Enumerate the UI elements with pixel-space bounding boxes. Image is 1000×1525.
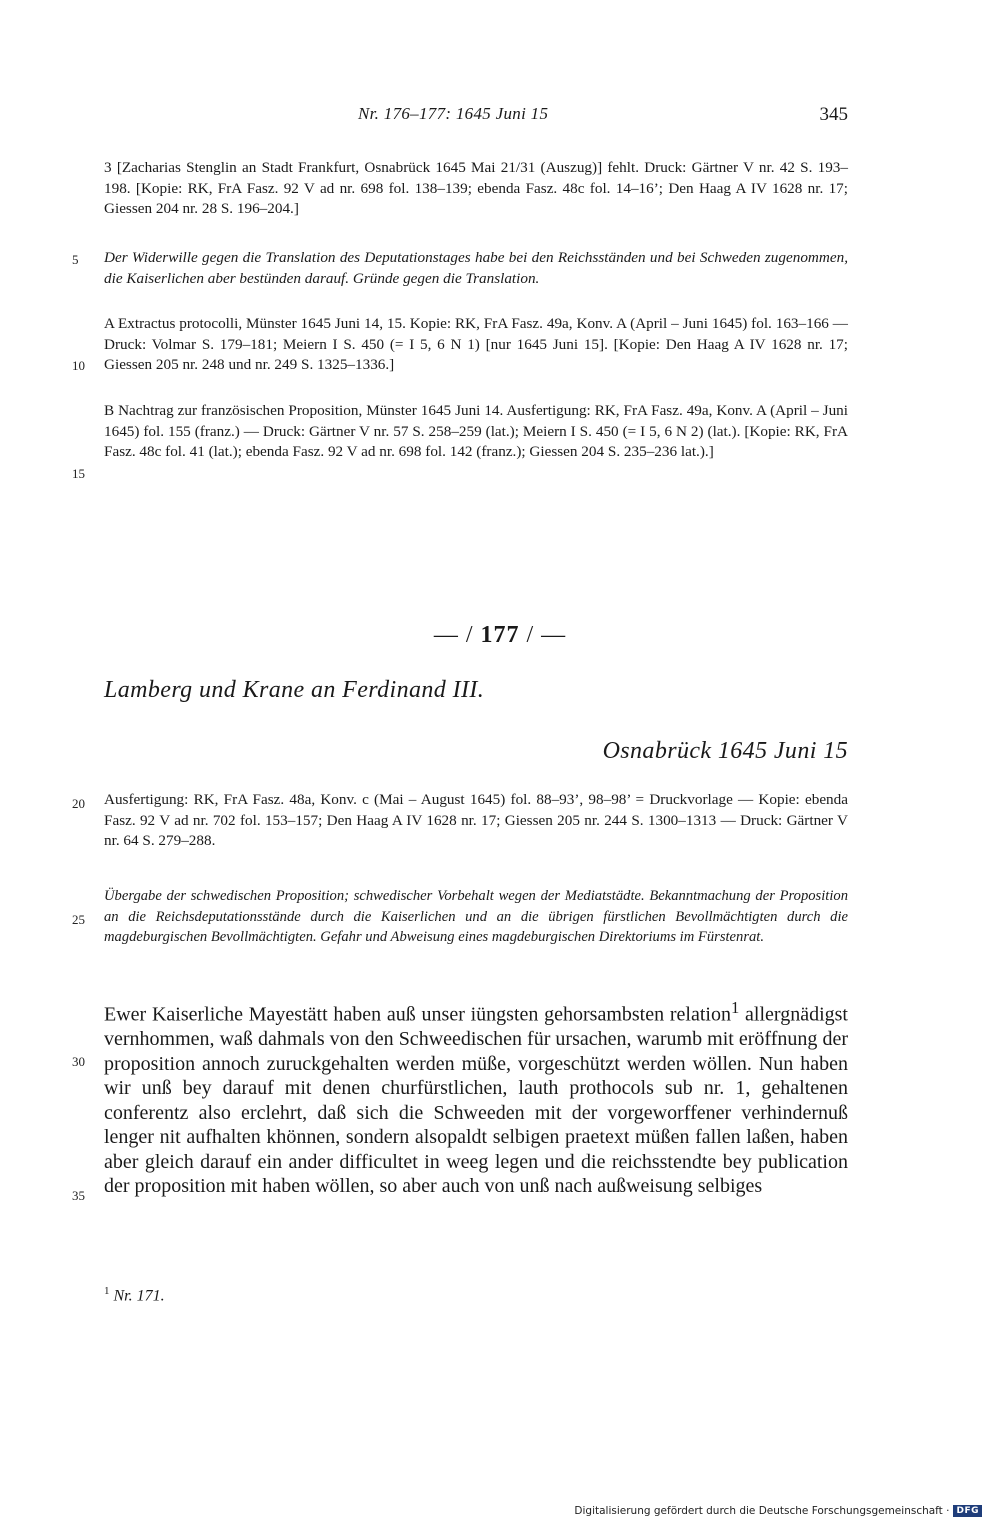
footnote-reference: 1 xyxy=(730,998,740,1017)
body-text-start: Ewer Kaiserliche Mayestätt haben auß unser iüngsten gehorsambsten relation xyxy=(104,1003,731,1026)
dfg-logo: DFG xyxy=(953,1505,982,1517)
footnote-marker: 1 xyxy=(104,1285,110,1297)
document-sources xyxy=(104,790,848,852)
document-place-date: Osnabrück 1645 Juni 15 xyxy=(602,738,848,764)
document-body xyxy=(104,996,848,1199)
body-text-continued: allergnädigst vernhommen, waß dahmals von den Schweedischen für ursachen, warumb mit eröffnung der proposition annoch zuruckgehalten werden müße, vorgeschützt werden wöllen. Nun haben wir unß bey darauf mit denen churfürstlichen, lauth prothocols sub nr. 1, gehaltenen conferentz also erclehrt, daß sich die Schweeden mit der vorgeworffener verhindernuß lenger nit aufhalten khönnen, sondern alsopaldt selbigen praetext müßen fallen laßen, haben aber gleich darauf ein ander difficultet in weeg legen und die reichsstendte bey publication der proposition mit haben wöllen, so aber auch von unß nach außweisung selbiges xyxy=(104,1003,848,1198)
line-number: 5 xyxy=(72,252,79,267)
attachment-a-text: A Extractus protocolli, Münster 1645 Juni 14, 15. Kopie: RK, FrA Fasz. 49a, Konv. A (April – Juni 1645) fol. 163–166 — Druck: Volmar S. 179–181; Meiern I S. 450 (= I 5, 6 N 1) [nur 1645 Juni 15]. [Kopie: Den Haag A IV 1628 nr. 17; Giessen 205 nr. 248 und nr. 249 S. 1325–1336.] xyxy=(104,315,848,374)
document-regest-text: Übergabe der schwedischen Proposition; schwedischer Vorbehalt wegen der Mediatstädte. Bekanntmachung der Proposition an die Reichsdeputationsstände durch die Kaiserlichen und an die übrigen fürstlichen Bevollmächtigten durch die magdeburgischen Bevollmächtigten. Gefahr und Abweisung eines magdeburgischen Direktoriums im Fürstenrat. xyxy=(104,888,848,945)
attachment-b xyxy=(104,401,848,463)
attachment-a xyxy=(104,314,848,376)
line-number: 30 xyxy=(72,1054,85,1069)
note-3-text: 3 [Zacharias Stenglin an Stadt Frankfurt, Osnabrück 1645 Mai 21/31 (Auszug)] fehlt. Druck: Gärtner V nr. 42 S. 193–198. [Kopie: RK, FrA Fasz. 92 V ad nr. 698 fol. 138–139; ebenda Fasz. 48c fol. 14–16’; Den Haag A IV 1628 nr. 17; Giessen 204 nr. 28 S. 196–204.] xyxy=(104,159,848,218)
document-sources-text: Ausfertigung: RK, FrA Fasz. 48a, Konv. c (Mai – August 1645) fol. 88–93’, 98–98’ = Druckvorlage — Kopie: ebenda Fasz. 92 V ad nr. 702 fol. 153–157; Den Haag A IV 1628 nr. 17; Giessen 205 nr. 244 S. 1300–1313 — Druck: Gärtner V nr. 64 S. 279–288. xyxy=(104,791,848,850)
summary-note-text: Der Widerwille gegen die Translation des Deputationstages habe bei den Reichsständen und bei Schweden zugenommen, die Kaiserlichen aber bestünden darauf. Gründe gegen die Translation. xyxy=(104,249,848,287)
line-number: 15 xyxy=(72,466,85,481)
line-number: 25 xyxy=(72,912,85,927)
document-title: Lamberg und Krane an Ferdinand III. xyxy=(104,677,485,703)
running-head: Nr. 176–177: 1645 Juni 15 xyxy=(358,104,549,123)
document-regest xyxy=(104,886,848,948)
document-number xyxy=(0,622,1000,649)
summary-note xyxy=(104,248,848,289)
line-number: 20 xyxy=(72,796,85,811)
line-number: 10 xyxy=(72,358,85,373)
attachment-b-text: B Nachtrag zur französischen Proposition, Münster 1645 Juni 14. Ausfertigung: RK, FrA Fasz. 49a, Konv. A (April – Juni 1645) fol. 155 (franz.) — Druck: Gärtner V nr. 57 S. 258–259 (lat.); Meiern I S. 450 (= I 5, 6 N 2) (lat.). [Kopie: RK, FrA Fasz. 48c fol. 41 (lat.); ebenda Fasz. 92 V ad nr. 698 fol. 142 (franz.); Giessen 204 S. 235–236 lat.).] xyxy=(104,402,848,461)
page-number: 345 xyxy=(819,104,848,125)
digitization-credit xyxy=(574,1505,982,1517)
footnote xyxy=(104,1285,165,1305)
document-body-paragraph xyxy=(104,996,848,1199)
document-number-prefix: — / xyxy=(433,622,474,648)
note-3 xyxy=(104,158,848,220)
document-number-suffix: / — xyxy=(526,622,567,648)
digitization-credit-text: Digitalisierung gefördert durch die Deutsche Forschungsgemeinschaft · xyxy=(574,1505,950,1517)
footnote-text: Nr. 171. xyxy=(113,1287,165,1305)
line-number: 35 xyxy=(72,1188,85,1203)
document-number-value: 177 xyxy=(480,622,520,648)
